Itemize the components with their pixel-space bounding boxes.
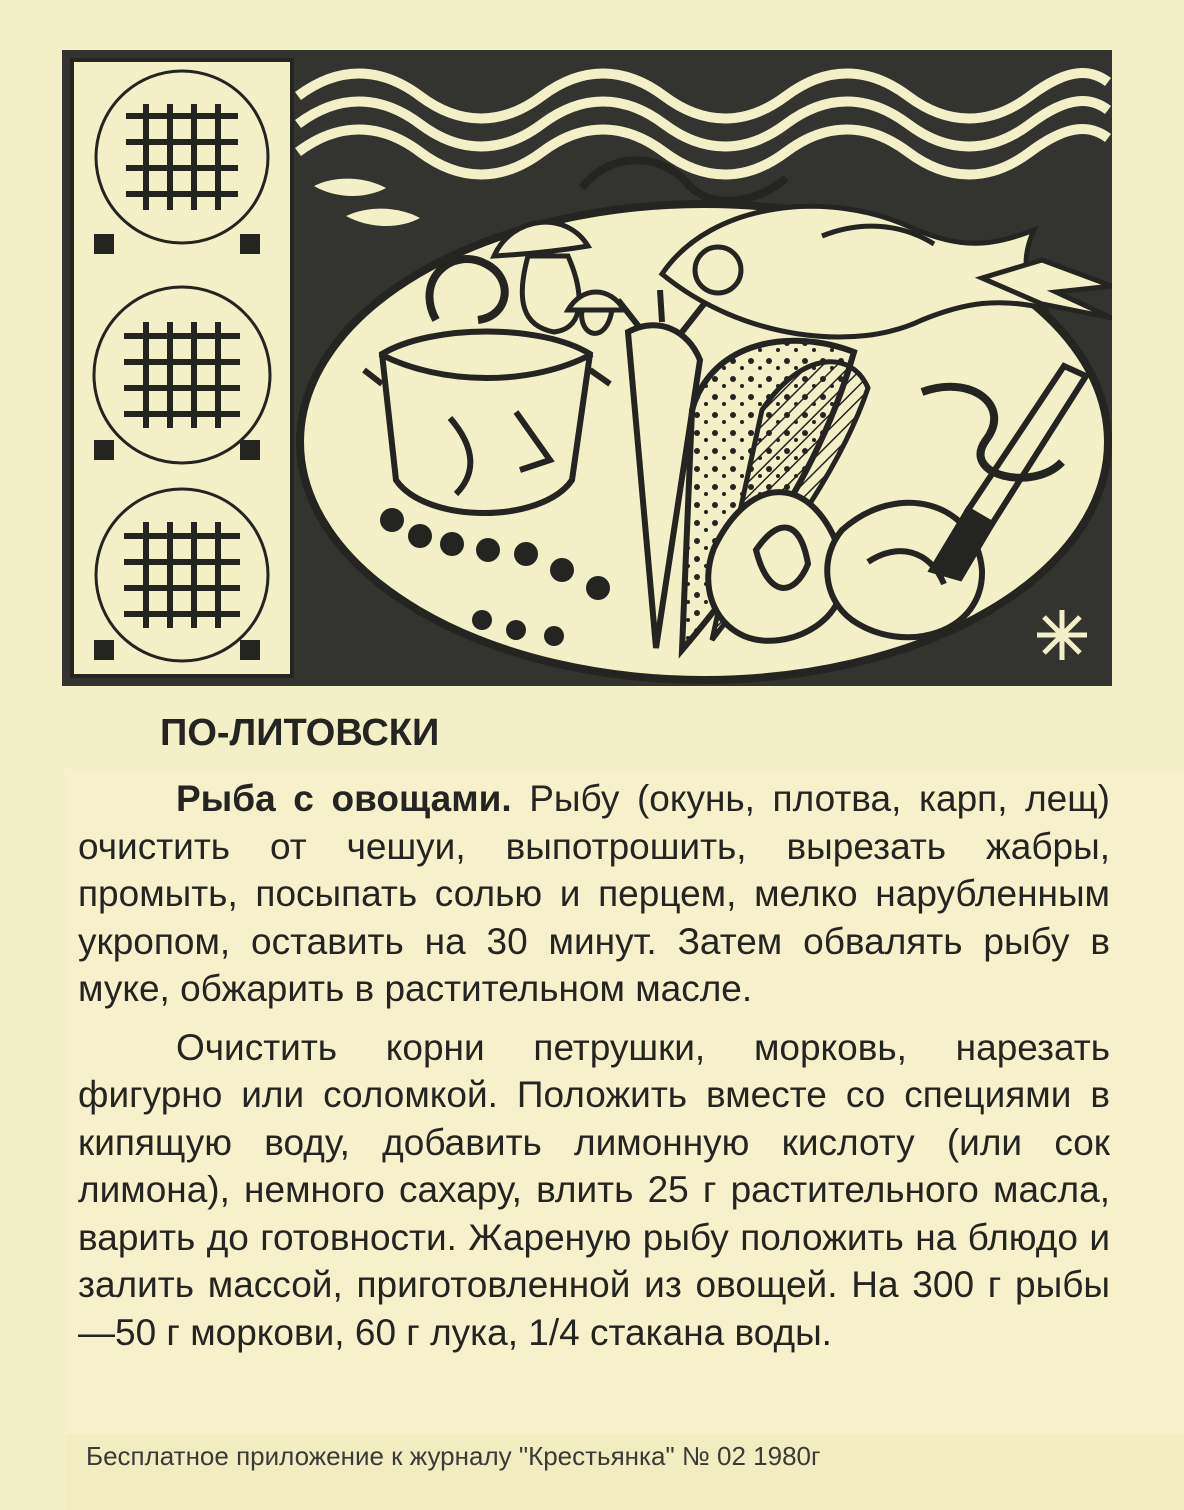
recipe-heading: ПО-ЛИТОВСКИ [160,712,440,754]
recipe-paragraph-1 [78,775,1110,1013]
recipe-paragraph-2: Очистить корни петрушки, морковь, нарезать фигурно или соломкой. Положить вместе со специями в кипящую воду, добавить лимонную кислоту (или сок лимона), немного сахару, влить 25 г растительного масла, варить до готовности. Жареную рыбу положить на блюдо и залить массой, приготовленной из овощей. На 300 г рыбы —50 г моркови, 60 г лука, 1/4 стакана воды. [78,1026,1110,1353]
star-ornament [1037,610,1087,660]
footer-note: Бесплатное приложение к журналу "Крестьянка" № 02 1980г [86,1441,821,1471]
ornament-border [72,60,292,676]
fish-dish-illustration [62,50,1112,686]
recipe-title: Рыба с овощами. [176,778,512,819]
recipe-paragraph-1-text: Рыбу (окунь, плотва, карп, лещ) очистить от чешуи, выпотрошить, вырезать жабры, промыть, посыпать солью и перцем, мелко нарубленным укропом, оставить на 30 минут. Затем обвалять рыбу в муке, обжарить в растительном масле. [78,778,1111,1009]
recipe-text [78,775,1110,1356]
